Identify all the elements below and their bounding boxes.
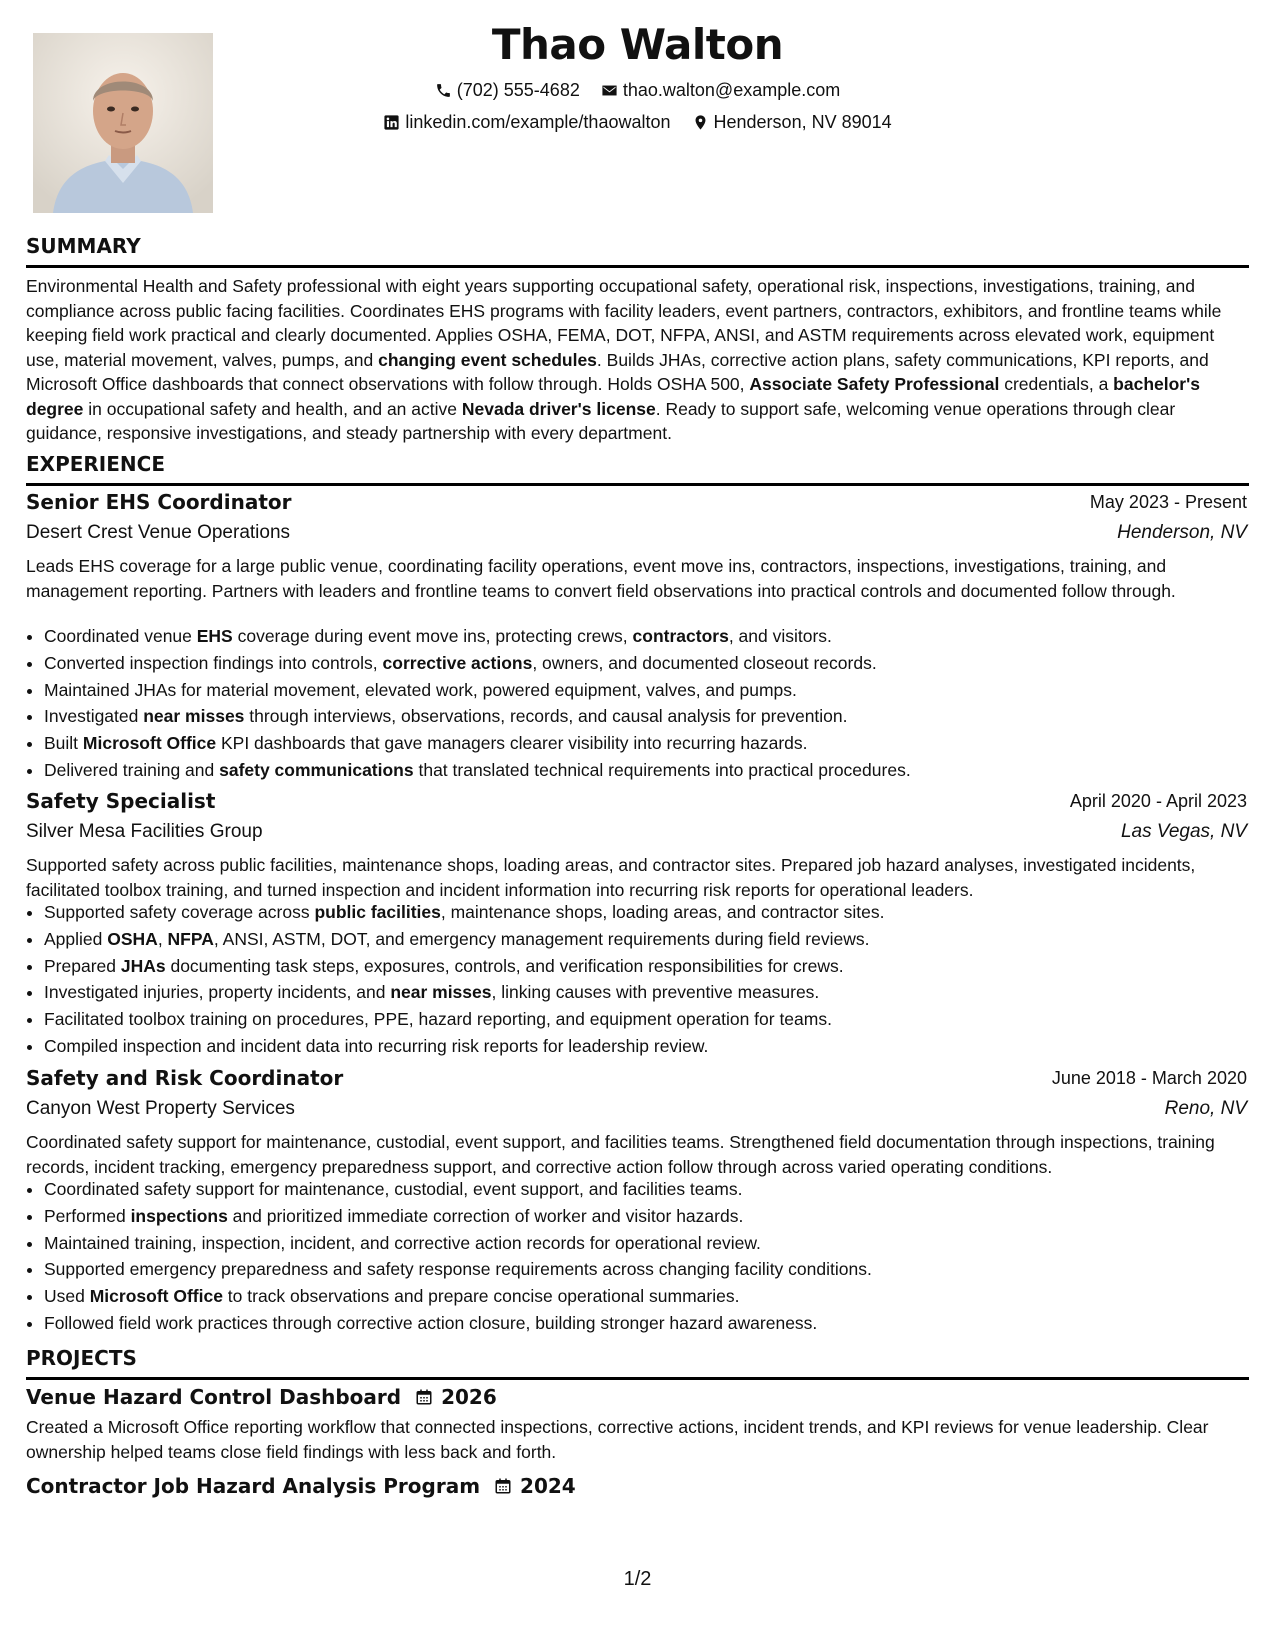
bullet-item: • Coordinated safety support for maintenance, custodial, event support, and facilities teams. xyxy=(44,1176,1244,1203)
bullet-item: • Facilitated toolbox training on procedures, PPE, hazard reporting, and equipment operation for teams. xyxy=(44,1006,1244,1033)
job-bullets xyxy=(26,899,1244,1060)
summary-part-4: in occupational safety and health, and an active xyxy=(83,398,462,419)
bullet-item: • Prepared JHAs documenting task steps, exposures, controls, and verification responsibilities for crews. xyxy=(44,953,1244,980)
contact-line-2 xyxy=(0,112,1275,136)
job-dates: June 2018 - March 2020 xyxy=(1051,1068,1247,1088)
bullet-item: • Investigated injuries, property incidents, and near misses, linking causes with preventive measures. xyxy=(44,979,1244,1006)
bullet-item: • Applied OSHA, NFPA, ANSI, ASTM, DOT, and emergency management requirements during field reviews. xyxy=(44,926,1244,953)
job-title: Senior EHS Coordinator xyxy=(26,490,292,514)
email-item[interactable] xyxy=(601,80,840,101)
summary-bold-3: bachelor's degree xyxy=(26,374,1201,419)
job-description: Leads EHS coverage for a large public venue, coordinating facility operations, event move ins, contractors, inspections, investigations, training, and management reporting. Partners with leaders and frontline teams to convert field observations into practical controls and documented follow through. xyxy=(26,556,1176,601)
summary-part-2: . Builds JHAs, corrective action plans, safety communications, KPI reports, and Microsoft Office dashboards that connect observations with follow through. Holds OSHA 500, xyxy=(26,349,1209,394)
linkedin-icon xyxy=(383,114,400,131)
bullet-item: • Converted inspection findings into controls, corrective actions, owners, and documented closeout records. xyxy=(44,650,1244,677)
summary-part-3: credentials, a xyxy=(999,374,1114,394)
summary-bold-4: Nevada driver's license xyxy=(461,398,656,419)
job-bullets xyxy=(26,1176,1244,1337)
envelope-icon xyxy=(601,82,618,99)
location-item xyxy=(692,112,892,133)
summary-part-1: Environmental Health and Safety professional with eight years supporting occupational safety, operational risk, inspections, investigations, training, and compliance across public facing facilities. Coordinates EHS programs with facility leaders, event partners, contractors, exhibitors, and frontline teams while keeping field work practical and clearly documented. Applies OSHA, FEMA, DOT, NFPA, ANSI, and ASTM requirements across elevated work, equipment use, material movement, valves, pumps, and xyxy=(26,276,1222,370)
phone-text: (702) 555-4682 xyxy=(456,80,580,100)
linkedin-text: linkedin.com/example/thaowalton xyxy=(405,112,671,132)
calendar-icon xyxy=(494,1477,512,1495)
project-name: Contractor Job Hazard Analysis Program xyxy=(26,1474,481,1498)
phone-item[interactable] xyxy=(435,80,580,101)
job-title: Safety and Risk Coordinator xyxy=(26,1066,344,1090)
job-location: Las Vegas, NV xyxy=(1120,821,1247,842)
bullet-item: • Built Microsoft Office KPI dashboards that gave managers clearer visibility into recurring hazards. xyxy=(44,730,1244,757)
project-description: Created a Microsoft Office reporting workflow that connected inspections, corrective actions, incident trends, and KPI reviews for venue leadership. Clear ownership helped teams close field findings with less back and forth. xyxy=(26,1417,1209,1462)
job-company: Desert Crest Venue Operations xyxy=(26,522,291,543)
summary-part-5: . Ready to support safe, welcoming venue operations through clear guidance, responsive investigations, and steady partnership with every department. xyxy=(26,398,1176,443)
bullet-item: • Maintained JHAs for material movement, elevated work, powered equipment, valves, and pumps. xyxy=(44,677,1244,704)
experience-divider xyxy=(26,483,1249,486)
map-pin-icon xyxy=(692,114,709,131)
projects-heading: PROJECTS xyxy=(26,1346,137,1370)
bullet-item: • Investigated near misses through interviews, observations, records, and causal analysis for prevention. xyxy=(44,703,1244,730)
job-company: Silver Mesa Facilities Group xyxy=(26,821,263,842)
bullet-item: • Supported safety coverage across public facilities, maintenance shops, loading areas, and contractor sites. xyxy=(44,899,1244,926)
calendar-icon xyxy=(415,1388,433,1406)
job-location: Reno, NV xyxy=(1164,1098,1247,1119)
experience-heading: EXPERIENCE xyxy=(26,452,165,476)
job-company: Canyon West Property Services xyxy=(26,1098,295,1119)
bullet-item: • Followed field work practices through corrective action closure, building stronger hazard awareness. xyxy=(44,1310,1244,1337)
job-description: Coordinated safety support for maintenance, custodial, event support, and facilities teams. Strengthened field documentation through inspections, training records, incident tracking, emergency preparedness support, and corrective action follow through across varied operating conditions. xyxy=(26,1132,1215,1177)
job-dates: May 2023 - Present xyxy=(1089,492,1247,512)
email-text: thao.walton@example.com xyxy=(622,80,841,100)
project-title xyxy=(26,1474,576,1498)
project-title xyxy=(26,1385,497,1409)
job-bullets xyxy=(26,623,1244,784)
bullet-item: • Performed inspections and prioritized immediate correction of worker and visitor hazards. xyxy=(44,1203,1244,1230)
project-year: 2026 xyxy=(441,1385,497,1409)
job-dates: April 2020 - April 2023 xyxy=(1069,791,1247,811)
projects-divider xyxy=(26,1377,1249,1380)
summary-bold-1: changing event schedules xyxy=(378,349,597,370)
page-number: 1/2 xyxy=(623,1568,652,1590)
summary-divider xyxy=(26,265,1249,268)
project-year: 2024 xyxy=(520,1474,576,1498)
candidate-name: Thao Walton xyxy=(491,20,784,69)
bullet-item: • Used Microsoft Office to track observations and prepare concise operational summaries. xyxy=(44,1283,1244,1310)
linkedin-item[interactable] xyxy=(383,112,670,133)
job-title: Safety Specialist xyxy=(26,789,216,813)
bullet-item: • Supported emergency preparedness and safety response requirements across changing facility conditions. xyxy=(44,1256,1244,1283)
project-name: Venue Hazard Control Dashboard xyxy=(26,1385,402,1409)
location-text: Henderson, NV 89014 xyxy=(713,112,892,132)
job-description: Supported safety across public facilities, maintenance shops, loading areas, and contractor sites. Prepared job hazard analyses, investigated incidents, facilitated toolbox training, and turned inspection and incident information into recurring risk reports for operational leaders. xyxy=(26,855,1196,900)
contact-line-1 xyxy=(0,80,1275,104)
bullet-item: • Maintained training, inspection, incident, and corrective action records for operational review. xyxy=(44,1230,1244,1257)
summary-bold-2: Associate Safety Professional xyxy=(749,374,1000,394)
summary-text xyxy=(26,274,1249,446)
phone-icon xyxy=(435,82,452,99)
summary-heading: SUMMARY xyxy=(26,234,141,258)
bullet-item: • Coordinated venue EHS coverage during event move ins, protecting crews, contractors, and visitors. xyxy=(44,623,1244,650)
job-location: Henderson, NV xyxy=(1117,522,1247,543)
bullet-item: • Compiled inspection and incident data into recurring risk reports for leadership review. xyxy=(44,1033,1244,1060)
bullet-item: • Delivered training and safety communications that translated technical requirements into practical procedures. xyxy=(44,757,1244,784)
